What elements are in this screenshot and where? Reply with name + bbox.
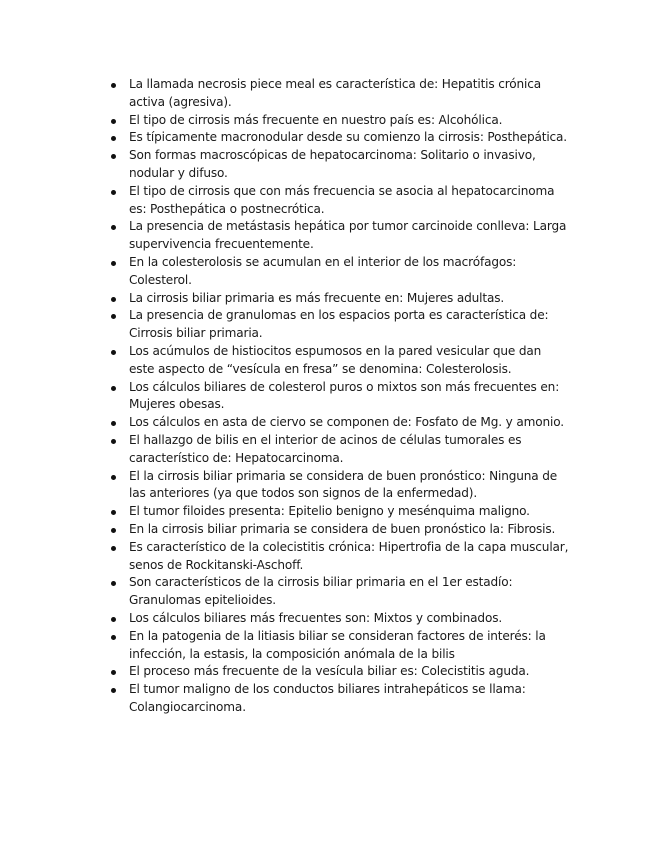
list-item-text: En la patogenia de la litiasis biliar se consideran factores de interés: la infección, la estasis, la composición anómala de la bilis: [129, 628, 546, 661]
list-item-text: Es característico de la colecistitis crónica: Hipertrofia de la capa muscular, senos de Rockitanski-Aschoff.: [129, 539, 569, 572]
list-item: [0, 129, 655, 147]
list-item: [0, 521, 655, 539]
bullet-icon: [111, 528, 116, 533]
bullet-icon: [111, 581, 116, 586]
bullet-icon: [111, 136, 116, 141]
bullet-icon: [111, 154, 116, 159]
bullet-icon: [111, 314, 116, 319]
list-item: [0, 414, 655, 432]
list-item-text: El hallazgo de bilis en el interior de acinos de células tumorales es característico de: Hepatocarcinoma.: [129, 432, 522, 465]
bullet-icon: [111, 386, 116, 391]
list-item: [0, 112, 655, 130]
list-item: [0, 610, 655, 628]
list-item: [0, 379, 655, 415]
list-item-text: La cirrosis biliar primaria es más frecuente en: Mujeres adultas.: [129, 290, 505, 305]
list-item-text: La llamada necrosis piece meal es característica de: Hepatitis crónica activa (agresiva).: [129, 77, 542, 109]
list-item: [0, 663, 655, 681]
list-item-text: Son característicos de la cirrosis biliar primaria en el 1er estadío: Granulomas epitelioides.: [129, 575, 513, 608]
list-item: [0, 628, 655, 664]
bullet-icon: [111, 350, 116, 355]
list-item-text: Los cálculos en asta de ciervo se componen de: Fosfato de Mg. y amonio.: [129, 415, 564, 430]
list-item: [0, 539, 655, 575]
list-item-text: Es típicamente macronodular desde su comienzo la cirrosis: Posthepática.: [129, 130, 567, 145]
list-item-text: El proceso más frecuente de la vesícula biliar es: Colecistitis aguda.: [129, 664, 530, 679]
bullet-icon: [111, 225, 116, 230]
bullet-icon: [111, 421, 116, 426]
bullet-icon: [111, 83, 116, 88]
bullet-icon: [111, 635, 116, 640]
list-item-text: La presencia de metástasis hepática por tumor carcinoide conlleva: Larga supervivencia frecuentemente.: [129, 219, 567, 252]
bullet-icon: [111, 670, 116, 675]
list-item: [0, 343, 655, 379]
bullet-icon: [111, 119, 116, 124]
list-item: [0, 432, 655, 468]
list-item-text: El tumor maligno de los conductos biliares intrahepáticos se llama: Colangiocarcinoma.: [129, 682, 526, 714]
list-item: [0, 218, 655, 254]
list-item: [0, 147, 655, 183]
list-item-text: Los acúmulos de histiocitos espumosos en la pared vesicular que dan este aspecto de “vesícula en fresa” se denomina: Colesterolosis.: [129, 343, 542, 376]
list-item: [0, 574, 655, 610]
list-item-text: El tipo de cirrosis más frecuente en nuestro país es: Alcohólica.: [129, 112, 503, 127]
list-item: [0, 468, 655, 504]
list-item-text: En la colesterolosis se acumulan en el interior de los macrófagos: Colesterol.: [129, 254, 517, 287]
bullet-icon: [111, 261, 116, 266]
list-item: [0, 681, 655, 717]
list-item: [0, 307, 655, 343]
list-item: [0, 183, 655, 219]
list-item-text: El tumor filoides presenta: Epitelio benigno y mesénquima maligno.: [129, 504, 530, 519]
bullet-list: [0, 76, 655, 717]
bullet-icon: [111, 190, 116, 195]
list-item: [0, 76, 655, 112]
list-item-text: Son formas macroscópicas de hepatocarcinoma: Solitario o invasivo, nodular y difuso.: [129, 148, 536, 180]
list-item-text: Los cálculos biliares más frecuentes son: Mixtos y combinados.: [129, 610, 503, 625]
list-item: [0, 254, 655, 290]
bullet-icon: [111, 510, 116, 515]
list-item-text: Los cálculos biliares de colesterol puros o mixtos son más frecuentes en: Mujeres obesas.: [129, 379, 560, 412]
list-item-text: En la cirrosis biliar primaria se considera de buen pronóstico la: Fibrosis.: [129, 521, 556, 536]
bullet-icon: [111, 439, 116, 444]
list-item-text: La presencia de granulomas en los espacios porta es característica de: Cirrosis biliar primaria.: [129, 308, 549, 341]
bullet-icon: [111, 688, 116, 693]
bullet-icon: [111, 297, 116, 302]
list-item-text: El la cirrosis biliar primaria se considera de buen pronóstico: Ninguna de las anteriores (ya que todos son signos de la enfermedad).: [129, 468, 558, 501]
list-item: [0, 503, 655, 521]
list-item: [0, 290, 655, 308]
list-item-text: El tipo de cirrosis que con más frecuencia se asocia al hepatocarcinoma es: Posthepática o postnecrótica.: [129, 183, 555, 216]
bullet-icon: [111, 475, 116, 480]
bullet-icon: [111, 546, 116, 551]
bullet-icon: [111, 617, 116, 622]
